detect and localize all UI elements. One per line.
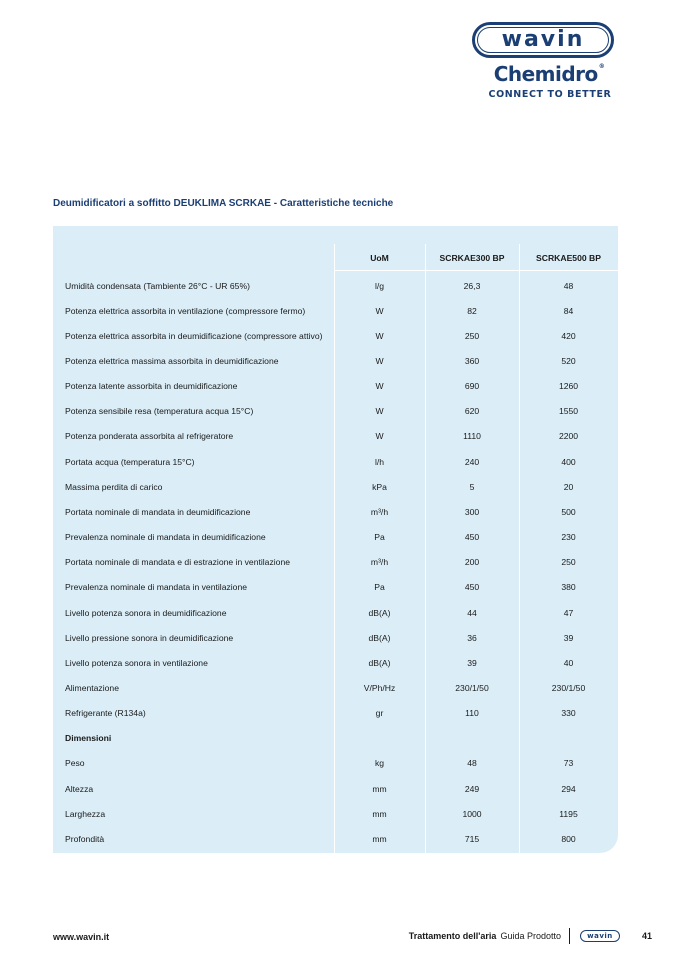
row-uom: m³/h <box>370 557 389 568</box>
row-value-model-1: 690 <box>464 381 480 392</box>
row-value-model-1: 620 <box>464 406 480 417</box>
row-uom: kg <box>374 758 385 769</box>
row-value-model-2: 500 <box>561 506 576 517</box>
row-label: Livello potenza sonora in ventilazione <box>65 657 208 668</box>
row-value-model-1: 230/1/50 <box>455 682 489 693</box>
table-row <box>53 776 618 801</box>
row-label: Potenza elettrica massima assorbita in deumidificazione <box>65 356 279 366</box>
row-value-model-2: 84 <box>563 305 574 316</box>
row-label: Potenza ponderata assorbita al refrigeratore <box>65 431 234 442</box>
row-value-model-2: 420 <box>561 330 576 341</box>
row-label: Livello potenza sonora in deumidificazione <box>65 607 227 618</box>
row-uom: Pa <box>374 582 385 593</box>
row-uom: W <box>375 406 384 417</box>
row-value-model-1: 300 <box>464 506 480 517</box>
row-uom: W <box>375 356 384 366</box>
table-row <box>53 424 618 449</box>
row-label: Portata acqua (temperatura 15°C) <box>65 456 195 467</box>
table-row <box>53 298 618 323</box>
page-number: 41 <box>641 931 652 941</box>
row-uom: dB(A) <box>368 657 391 668</box>
row-value-model-1: 48 <box>467 758 477 769</box>
row-label: Peso <box>65 758 85 769</box>
row-value-model-2: 294 <box>561 783 576 794</box>
row-value-model-1: 44 <box>467 607 477 618</box>
row-uom: V/Ph/Hz <box>363 682 396 693</box>
row-value-model-2: 48 <box>563 280 574 291</box>
spec-table <box>53 226 618 853</box>
row-value-model-2: 1195 <box>559 808 578 819</box>
row-uom: l/h <box>374 456 385 467</box>
row-label: Alimentazione <box>65 682 119 693</box>
row-label: Portata nominale di mandata e di estrazione in ventilazione <box>65 557 291 568</box>
row-uom: mm <box>372 783 387 794</box>
wavin-logo-text: wavin <box>477 27 609 53</box>
row-label: Umidità condensata (Tambiente 26°C - UR 65%) <box>65 280 250 291</box>
footer-right <box>409 928 652 944</box>
footer-section: Trattamento dell'aria <box>408 931 497 941</box>
table-row <box>53 625 618 650</box>
chemidro-brand <box>478 64 620 84</box>
row-label: Potenza latente assorbita in deumidificazione <box>65 381 238 392</box>
footer-separator <box>569 928 570 944</box>
row-value-model-1: 1000 <box>462 808 482 819</box>
table-row <box>53 474 618 499</box>
row-value-model-2: 73 <box>563 758 574 769</box>
row-label: Potenza elettrica assorbita in ventilazione (compressore fermo) <box>65 305 306 316</box>
row-value-model-2: 47 <box>563 607 574 618</box>
row-value-model-1: 39 <box>467 657 477 668</box>
row-value-model-1: 5 <box>469 481 475 492</box>
row-value-model-2: 330 <box>561 708 576 719</box>
table-row <box>53 323 618 348</box>
row-value-model-1: 715 <box>464 833 480 844</box>
row-uom: l/g <box>374 280 385 291</box>
table-row <box>53 399 618 424</box>
table-row <box>53 374 618 399</box>
brand-name: Chemidro <box>493 62 598 86</box>
header-uom: UoM <box>370 252 389 263</box>
row-label: Dimensioni <box>65 733 112 744</box>
row-uom: W <box>375 330 384 341</box>
row-value-model-1: 36 <box>467 632 477 643</box>
table-row <box>53 499 618 524</box>
row-value-model-2: 39 <box>563 632 574 643</box>
footer-wavin-logo: wavin <box>580 930 620 942</box>
row-value-model-2: 20 <box>563 481 574 492</box>
row-value-model-1: 360 <box>464 356 480 366</box>
row-label: Refrigerante (R134a) <box>65 708 146 719</box>
table-row <box>53 550 618 575</box>
brand-logo-block <box>472 22 620 100</box>
row-value-model-2: 400 <box>561 456 576 467</box>
table-row <box>53 449 618 474</box>
row-value-model-1: 82 <box>467 305 477 316</box>
row-label: Livello pressione sonora in deumidificazione <box>65 632 234 643</box>
row-uom: W <box>375 431 384 442</box>
table-header-row <box>53 245 618 270</box>
row-value-model-2: 520 <box>561 356 576 366</box>
row-uom: gr <box>375 708 384 719</box>
row-value-model-1: 110 <box>465 708 479 719</box>
row-value-model-2: 1550 <box>558 406 579 417</box>
row-label: Prevalenza nominale di mandata in ventilazione <box>65 582 248 593</box>
row-label: Altezza <box>65 783 94 794</box>
header-model-2: SCRKAE500 BP <box>536 252 601 263</box>
row-value-model-1: 1110 <box>463 431 481 442</box>
row-value-model-1: 450 <box>464 532 480 543</box>
row-value-model-1: 250 <box>464 330 480 341</box>
table-row <box>53 600 618 625</box>
row-uom: W <box>375 381 384 392</box>
row-value-model-2: 250 <box>561 557 576 568</box>
row-label: Massima perdita di carico <box>65 481 163 492</box>
row-value-model-2: 800 <box>561 833 576 844</box>
footer-guide: Guida Prodotto <box>500 931 561 941</box>
row-value-model-2: 230/1/50 <box>551 682 586 693</box>
row-uom: dB(A) <box>368 607 391 618</box>
row-value-model-2: 380 <box>561 582 576 593</box>
row-label: Larghezza <box>65 808 106 819</box>
table-row <box>53 650 618 675</box>
table-row <box>53 273 618 298</box>
row-uom: kPa <box>372 481 387 492</box>
brand-tagline: CONNECT TO BETTER <box>488 89 612 100</box>
table-row <box>53 525 618 550</box>
row-uom: m³/h <box>370 506 389 517</box>
table-row <box>53 801 618 826</box>
row-label: Profondità <box>65 833 105 844</box>
registered-mark: ® <box>598 63 605 70</box>
table-row <box>53 751 618 776</box>
row-uom: W <box>375 305 384 316</box>
row-value-model-2: 230 <box>561 532 576 543</box>
table-row <box>53 675 618 700</box>
row-uom: mm <box>372 833 387 844</box>
row-value-model-2: 1260 <box>558 381 579 392</box>
row-value-model-2: 40 <box>563 657 574 668</box>
table-row <box>53 348 618 373</box>
header-divider <box>334 270 618 271</box>
row-label: Potenza sensibile resa (temperatura acqua 15°C) <box>65 406 254 417</box>
row-uom: mm <box>372 808 387 819</box>
row-uom: Pa <box>374 532 385 543</box>
row-label: Prevalenza nominale di mandata in deumidificazione <box>65 532 266 543</box>
table-row <box>53 701 618 726</box>
table-row <box>53 575 618 600</box>
footer-url: www.wavin.it <box>53 932 110 942</box>
row-value-model-1: 450 <box>464 582 480 593</box>
row-value-model-1: 26,3 <box>463 280 481 291</box>
table-subheader-row <box>53 726 618 751</box>
row-uom: dB(A) <box>368 632 391 643</box>
wavin-logo <box>472 22 614 58</box>
row-value-model-2: 2200 <box>558 431 579 442</box>
table-row <box>53 826 618 851</box>
row-value-model-1: 249 <box>464 783 480 794</box>
row-value-model-1: 240 <box>464 456 480 467</box>
row-value-model-1: 200 <box>464 557 480 568</box>
section-title: Deumidificatori a soffitto DEUKLIMA SCRKAE - Caratteristiche tecniche <box>53 198 394 209</box>
header-model-1: SCRKAE300 BP <box>439 252 505 263</box>
row-label: Potenza elettrica assorbita in deumidificazione (compressore attivo) <box>65 330 323 341</box>
row-label: Portata nominale di mandata in deumidificazione <box>65 506 251 517</box>
